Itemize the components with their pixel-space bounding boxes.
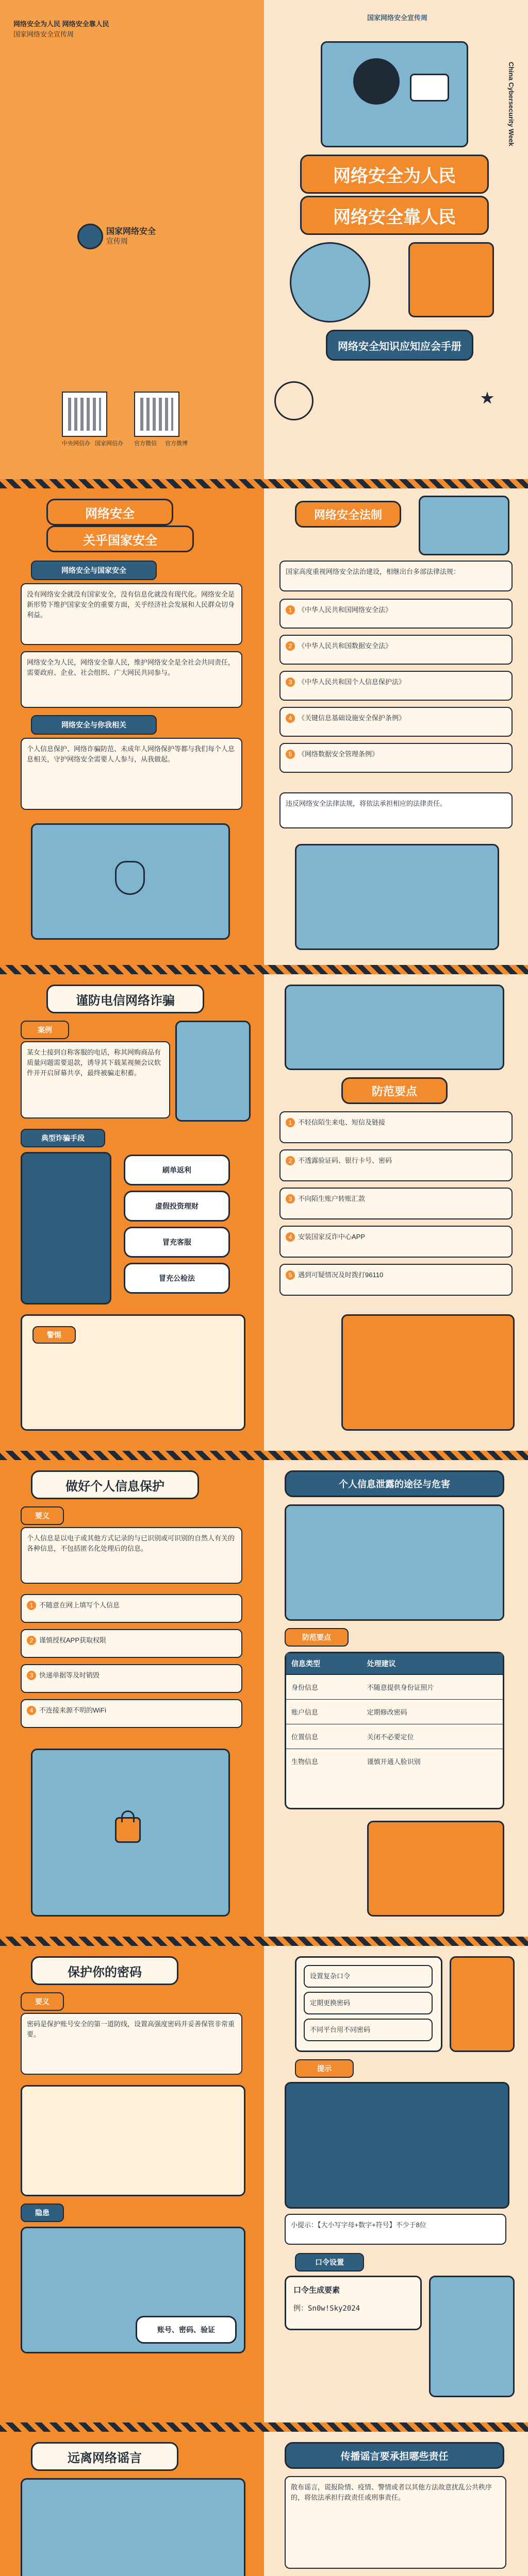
s2-fox-illustration (341, 1314, 515, 1431)
s4-bird-illustration (21, 2227, 245, 2353)
table-header-cell: 信息类型 (291, 1659, 320, 1668)
table-row (286, 1675, 503, 1700)
s2-phone-illustration (175, 1021, 251, 1122)
thumbs-up-illustration (290, 242, 370, 323)
s1-heading-2: 关乎国家安全 (46, 526, 194, 552)
qr-caption-3: 官方微信 (134, 440, 157, 447)
s5-heading: 远离网络谣言 (31, 2442, 178, 2471)
s1-people-illustration (31, 823, 230, 940)
s3-pill-key: 要义 (21, 1506, 64, 1525)
tip-item: 4 安装国家反诈中心APP (279, 1226, 513, 1258)
stripe-divider-3 (0, 1451, 528, 1460)
s5-megaphone-illustration (21, 2478, 245, 2576)
s2-warn-label: 警惕 (32, 1326, 76, 1344)
table-cell: 不随意提供身份证照片 (367, 1684, 434, 1691)
s3-heading: 做好个人信息保护 (31, 1470, 199, 1499)
tip-text: 不向陌生账户转账汇款 (298, 1195, 366, 1202)
s4-right-box-title: 口令生成要素 (293, 2286, 340, 2295)
s1-para-2: 网络安全为人民，网络安全靠人民，维护网络安全是全社会共同责任，需要政府、企业、社会组织、广大网民共同参与。 (21, 651, 242, 708)
s1-para-1: 没有网络安全就没有国家安全，没有信息化就没有现代化。网络安全是新形势下维护国家安全的重要方面，关乎经济社会发展和人民群众切身利益。 (21, 583, 242, 645)
s3-right-illustration (285, 1504, 504, 1621)
brand-left-sub: 宣传周 (106, 237, 128, 245)
lock-icon (115, 1817, 141, 1843)
s4-pw-example: 例：Sn0w!Sky2024 (293, 2304, 360, 2313)
table-row (286, 1749, 503, 1773)
s4-bottom-mascot (429, 2276, 515, 2397)
table-header-cell: 处理建议 (367, 1659, 396, 1668)
s1-gavel-illustration (295, 844, 499, 950)
s2-right-illustration (285, 985, 504, 1070)
s2-tips-list (279, 1111, 513, 1302)
cover-back (0, 0, 264, 479)
s4-hand-illustration (21, 2085, 245, 2196)
law-item: 4 《关键信息基础设施安全保护条例》 (279, 707, 513, 737)
section-1 (0, 488, 528, 965)
s2-pill-cases: 案例 (21, 1021, 69, 1039)
s2-pill-types: 典型诈骗手段 (21, 1129, 105, 1147)
s3-robot-illustration (31, 1749, 230, 1917)
s3-right (264, 1460, 528, 1937)
hacker-illustration (321, 41, 468, 147)
s1-pill-2: 网络安全与你我相关 (31, 715, 157, 735)
qr-code-2 (134, 392, 179, 437)
shield-icon (115, 861, 145, 895)
tip-item: 2 不透露验证码、银行卡号、密码 (279, 1149, 513, 1181)
s2-heading: 谨防电信网络诈骗 (46, 985, 204, 1013)
s2-scammer-illustration (21, 1152, 111, 1304)
laptop-icon (410, 74, 449, 101)
qr-code-1 (62, 392, 107, 437)
s2-bottom-illustration (21, 1314, 245, 1431)
tip-text: 不透露验证码、银行卡号、密码 (298, 1157, 392, 1164)
tip-item: 1 不轻信陌生来电、短信及链接 (279, 1111, 513, 1143)
s4-pill-key: 要义 (21, 1992, 64, 2011)
tip-item: 5 遇到可疑情况及时拨打96110 (279, 1264, 513, 1296)
table-cell: 生物信息 (291, 1758, 319, 1766)
s2-right-title: 防范要点 (341, 1077, 448, 1104)
s1-right (264, 488, 528, 965)
s1-heading-1: 网络安全 (46, 499, 173, 526)
s2-right (264, 974, 528, 1451)
section-5 (0, 2432, 528, 2576)
table-row (286, 1700, 503, 1724)
s5-right (264, 2432, 528, 2576)
s3-right-pill: 个人信息泄露的途径与危害 (285, 1470, 504, 1497)
s1-law-list (279, 599, 513, 779)
s3-mascot-illustration (367, 1821, 504, 1917)
s4-right-mascot (450, 1956, 515, 2052)
s4-right-pill: 提示 (295, 2059, 354, 2078)
cover-vertical-text: China Cybersecurity Week (507, 62, 515, 146)
section-2 (0, 974, 528, 1451)
tip-text: 不轻信陌生来电、短信及链接 (298, 1118, 386, 1126)
ring-deco (274, 381, 314, 420)
brand-top-right: 国家网络安全宣传周 (367, 14, 428, 22)
table-cell: 谨慎开通人脸识别 (367, 1758, 421, 1766)
s2-type-3: 冒充客服 (124, 1227, 230, 1258)
law-item-text: 《中华人民共和国个人信息保护法》 (298, 678, 406, 686)
star-icon (481, 392, 494, 405)
s3-item: 3 快递单据等及时销毁 (21, 1664, 242, 1693)
s4-right-item: 设置复杂口令 (304, 1965, 433, 1988)
stripe-divider-5 (0, 2422, 528, 2432)
s2-type-4: 冒充公检法 (124, 1263, 230, 1294)
s4-risk-text: 账号、密码、验证 (136, 2316, 237, 2344)
qr-caption-1: 中央网信办 (62, 440, 90, 447)
s4-right (264, 1946, 528, 2422)
tip-text: 遇到可疑情况及时拨打96110 (298, 1271, 384, 1279)
s4-right-pill2: 口令设置 (295, 2253, 364, 2272)
cover-front (264, 0, 528, 479)
cover-guide-line: 网络安全为人民 网络安全靠人民 (13, 20, 109, 28)
law-item: 3 《中华人民共和国个人信息保护法》 (279, 671, 513, 701)
brand-left-title: 国家网络安全 (106, 227, 156, 236)
s3-item: 2 谨慎授权APP获取权限 (21, 1629, 242, 1658)
tip-item: 3 不向陌生账户转账汇款 (279, 1188, 513, 1219)
s5-right-title: 传播谣言要承担哪些责任 (285, 2442, 504, 2469)
law-item: 1 《中华人民共和国网络安全法》 (279, 599, 513, 629)
cover-section (0, 0, 528, 479)
s3-key-text: 个人信息是以电子或其他方式记录的与已识别或可识别的自然人有关的各种信息，不包括匿名化处理后的信息。 (21, 1527, 242, 1584)
hacker-head-icon (353, 58, 400, 105)
s1-law-note: 违反网络安全法律法规，将依法承担相应的法律责任。 (279, 792, 513, 828)
table-cell: 身份信息 (291, 1684, 319, 1691)
stripe-divider-4 (0, 1937, 528, 1946)
table-cell: 账户信息 (291, 1708, 319, 1716)
law-item-text: 《网络数据安全管理条例》 (298, 750, 379, 758)
s1-right-pill: 网络安全法制 (295, 501, 401, 528)
qr-caption-2: 国家网信办 (95, 440, 123, 447)
table-cell: 位置信息 (291, 1733, 319, 1741)
table-cell: 关闭不必要定位 (367, 1733, 414, 1741)
s3-item: 4 不连接来源不明的WiFi (21, 1699, 242, 1728)
s2-case-text: 某女士接到自称客服的电话，称其网购商品有质量问题需要退款，诱导其下载某视频会议软件并开启屏幕共享，最终被骗走积蓄。 (21, 1041, 170, 1118)
s4-right-box (285, 2276, 422, 2330)
main-title-2: 网络安全靠人民 (300, 196, 489, 235)
section-4 (0, 1946, 528, 2422)
brand-logo-left (77, 222, 180, 263)
s3-items-list (21, 1594, 242, 1734)
law-item-text: 《中华人民共和国网络安全法》 (298, 606, 392, 614)
s1-law-intro: 国家高度重视网络安全法治建设，相继出台多部法律法规： (279, 561, 513, 591)
table-row (286, 1724, 503, 1749)
s4-key-text: 密码是保护账号安全的第一道防线，设置高强度密码并妥善保管非常重要。 (21, 2013, 242, 2075)
tip-text: 安装国家反诈中心APP (298, 1233, 366, 1241)
law-item-text: 《中华人民共和国数据安全法》 (298, 642, 392, 650)
mouse-illustration (408, 242, 494, 317)
s2-type-1: 刷单返利 (124, 1155, 230, 1185)
stripe-divider-2 (0, 965, 528, 974)
s2-type-2: 虚假投资理财 (124, 1191, 230, 1222)
s5-left (0, 2432, 264, 2576)
table-cell: 定期修改密码 (367, 1708, 407, 1716)
cat-mascot-illustration (419, 496, 509, 555)
s4-left (0, 1946, 264, 2422)
s3-left (0, 1460, 264, 1937)
s3-item-text: 快递单据等及时销毁 (39, 1671, 100, 1679)
s4-right-item: 定期更换密码 (304, 1992, 433, 2014)
s4-pill-risk: 隐患 (21, 2204, 64, 2222)
s1-pill-1: 网络安全与国家安全 (31, 561, 157, 580)
s2-left (0, 974, 264, 1451)
s1-para-3: 个人信息保护、网络诈骗防范、未成年人网络保护等都与我们每个人息息相关，守护网络安全需要人人参与，从我做起。 (21, 738, 242, 810)
s4-right-note: 小提示：【大小写字母+数字+符号】不少于8位 (285, 2214, 506, 2245)
law-item-text: 《关键信息基础设施安全保护条例》 (298, 714, 406, 722)
s5-right-text: 散布谣言，谎报险情、疫情、警情或者以其他方法故意扰乱公共秩序的，将依法承担行政责任或刑事责任。 (285, 2476, 506, 2569)
s4-heading: 保护你的密码 (31, 1956, 178, 1985)
qr-caption-4: 官方微博 (165, 440, 188, 447)
s3-item-text: 谨慎授权APP获取权限 (39, 1636, 107, 1644)
law-item: 5 《网络数据安全管理条例》 (279, 743, 513, 773)
s3-item: 1 不随意在网上填写个人信息 (21, 1594, 242, 1623)
law-item: 2 《中华人民共和国数据安全法》 (279, 635, 513, 665)
subtitle-pill: 网络安全知识应知应会手册 (326, 330, 473, 361)
main-title-1: 网络安全为人民 (300, 155, 489, 194)
stripe-divider-1 (0, 479, 528, 488)
cover-guide-org: 国家网络安全宣传周 (13, 30, 74, 38)
s3-right-sub: 防范要点 (285, 1628, 349, 1647)
s1-left (0, 488, 264, 965)
section-3 (0, 1460, 528, 1937)
s3-info-table (285, 1652, 504, 1809)
s4-right-item: 不同平台用不同密码 (304, 2019, 433, 2041)
s4-hacker-illustration (285, 2082, 509, 2209)
s4-right-list (295, 1956, 442, 2052)
s3-item-text: 不连接来源不明的WiFi (39, 1706, 106, 1714)
s3-item-text: 不随意在网上填写个人信息 (39, 1601, 120, 1609)
